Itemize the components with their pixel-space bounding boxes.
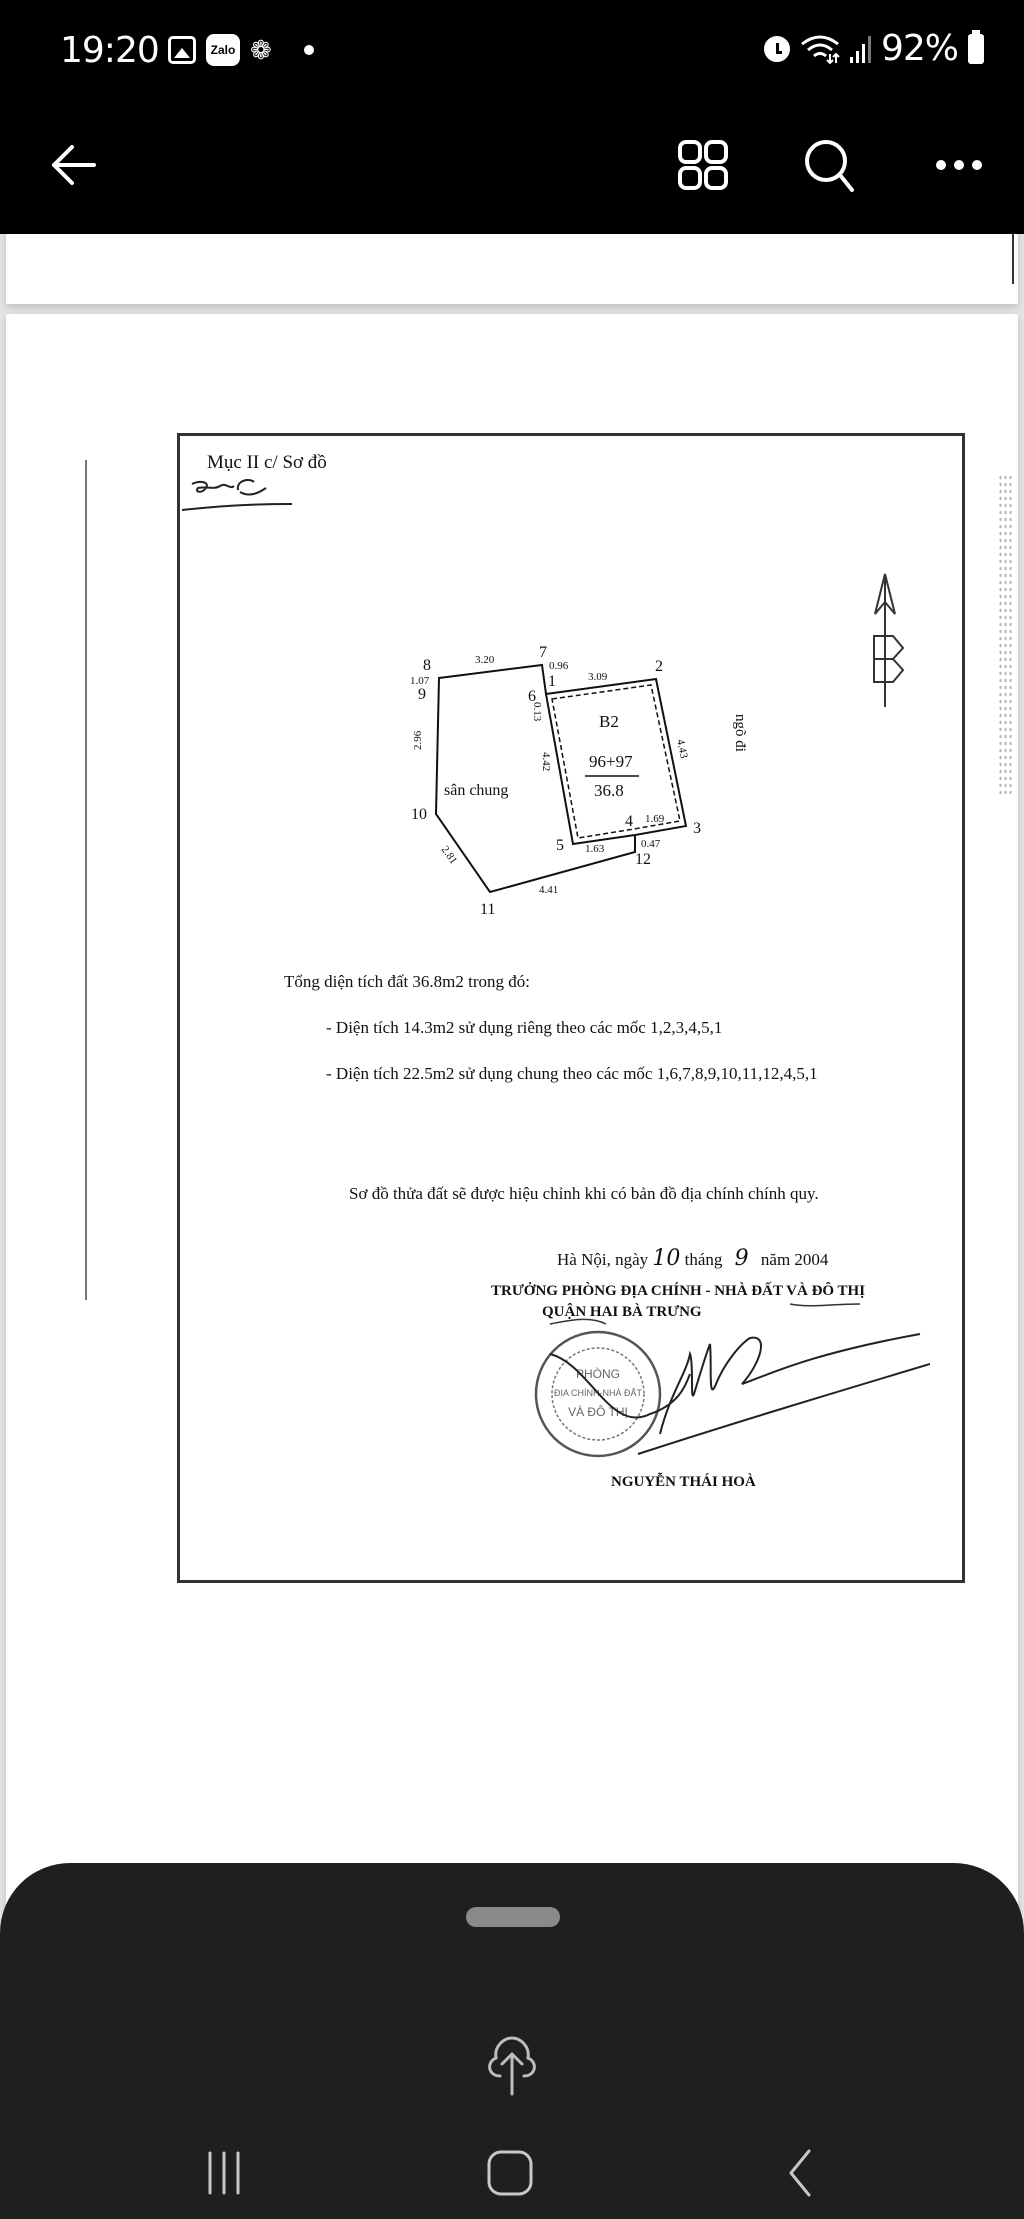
- svg-text:6: 6: [528, 688, 536, 705]
- private-area-line: - Diện tích 14.3m2 sử dụng riêng theo các mốc 1,2,3,4,5,1: [326, 1018, 723, 1037]
- document-frame: [177, 433, 965, 1583]
- home-button[interactable]: [470, 2133, 550, 2213]
- svg-text:1.07: 1.07: [410, 675, 430, 687]
- notification-dot-icon: [304, 45, 314, 55]
- sheet-drag-handle[interactable]: [466, 1907, 560, 1927]
- svg-text:36.8: 36.8: [594, 781, 624, 800]
- arrow-left-icon: [48, 143, 98, 187]
- section-heading: Mục II c/ Sơ đồ: [207, 452, 327, 473]
- office-title-2: QUẬN HAI BÀ TRƯNG: [542, 1304, 702, 1320]
- svg-text:PHÒNG: PHÒNG: [575, 1367, 621, 1381]
- svg-text:0.13: 0.13: [531, 702, 543, 722]
- svg-text:1: 1: [548, 673, 556, 690]
- svg-text:0.47: 0.47: [641, 838, 661, 850]
- svg-text:B2: B2: [599, 712, 619, 731]
- svg-text:4.43: 4.43: [674, 738, 690, 760]
- date-day: 10: [652, 1246, 681, 1271]
- gallery-icon: [168, 36, 196, 64]
- home-icon: [487, 2150, 533, 2196]
- svg-text:9: 9: [418, 686, 426, 703]
- svg-text:1.69: 1.69: [645, 813, 665, 825]
- wifi-icon: [800, 34, 840, 64]
- nav-back-button[interactable]: [760, 2133, 840, 2213]
- alarm-icon: [764, 36, 790, 62]
- zalo-icon: Zalo: [206, 34, 240, 66]
- shared-area-line: - Diện tích 22.5m2 sử dụng chung theo các mốc 1,6,7,8,9,10,11,12,4,5,1: [326, 1064, 818, 1083]
- cloud-upload-button[interactable]: [480, 2013, 544, 2113]
- svg-text:96+97: 96+97: [589, 752, 633, 771]
- recent-apps-button[interactable]: [184, 2133, 264, 2213]
- current-page[interactable]: [6, 314, 1018, 1974]
- date-line: Hà Nội, ngày 10 tháng 9 năm 2004: [557, 1246, 829, 1271]
- viewer-toolbar: [0, 100, 1024, 234]
- svg-text:10: 10: [411, 806, 427, 823]
- previous-page[interactable]: [6, 234, 1018, 304]
- back-icon: [785, 2149, 815, 2197]
- svg-text:7: 7: [539, 644, 547, 661]
- svg-text:0.96: 0.96: [549, 660, 569, 672]
- scan-speckle: [998, 474, 1012, 794]
- svg-text:4.42: 4.42: [540, 752, 552, 772]
- svg-text:1.63: 1.63: [585, 843, 605, 855]
- grid-view-button[interactable]: [668, 130, 738, 200]
- svg-text:3.09: 3.09: [588, 671, 608, 683]
- app-icon: ❁: [250, 35, 272, 65]
- cloud-upload-icon: [482, 2028, 542, 2098]
- svg-text:sân chung: sân chung: [444, 782, 509, 799]
- grid-view-icon: [677, 139, 729, 191]
- page-edge-line: [1012, 234, 1014, 284]
- recent-apps-icon: [204, 2151, 244, 2195]
- battery-icon: [968, 34, 984, 64]
- svg-text:3.20: 3.20: [475, 654, 495, 666]
- status-time: 19:20: [60, 30, 159, 71]
- svg-text:ĐỊA CHÍNH-NHÀ ĐẤT: ĐỊA CHÍNH-NHÀ ĐẤT: [553, 1388, 643, 1398]
- bottom-sheet: [0, 1863, 1024, 2219]
- svg-text:5: 5: [556, 837, 564, 854]
- signal-icon: [850, 35, 871, 63]
- svg-text:4: 4: [625, 813, 633, 830]
- back-button[interactable]: [38, 130, 108, 200]
- date-month: 9: [734, 1246, 749, 1271]
- system-icons: [764, 28, 984, 69]
- svg-text:12: 12: [635, 851, 651, 868]
- total-area-line: Tổng diện tích đất 36.8m2 trong đó:: [284, 972, 530, 991]
- signer-name: NGUYỄN THÁI HOÀ: [611, 1474, 756, 1490]
- svg-text:8: 8: [423, 657, 431, 674]
- svg-text:2.96: 2.96: [412, 730, 424, 750]
- battery-percent: 92%: [880, 28, 958, 69]
- svg-text:VÀ ĐÔ THỊ: VÀ ĐÔ THỊ: [568, 1405, 628, 1419]
- svg-text:2: 2: [655, 658, 663, 675]
- more-options-icon: [935, 158, 983, 172]
- notification-icons: [168, 34, 314, 66]
- scan-margin-line: [85, 460, 87, 1300]
- status-bar: [0, 0, 1024, 100]
- search-button[interactable]: [794, 130, 864, 200]
- search-icon: [802, 137, 856, 193]
- svg-text:2.81: 2.81: [438, 843, 460, 867]
- svg-text:ngõ đi: ngõ đi: [732, 714, 748, 752]
- office-title-1: TRƯỞNG PHÒNG ĐỊA CHÍNH - NHÀ ĐẤT VÀ ĐÔ THỊ: [491, 1283, 866, 1299]
- note-line: Sơ đồ thửa đất sẽ được hiệu chỉnh khi có bản đồ địa chính chính quy.: [349, 1184, 819, 1203]
- svg-text:4.41: 4.41: [539, 884, 559, 896]
- svg-text:11: 11: [480, 901, 496, 918]
- more-options-button[interactable]: [924, 130, 994, 200]
- official-stamp-and-signature: [510, 1294, 930, 1474]
- svg-text:3: 3: [693, 820, 701, 837]
